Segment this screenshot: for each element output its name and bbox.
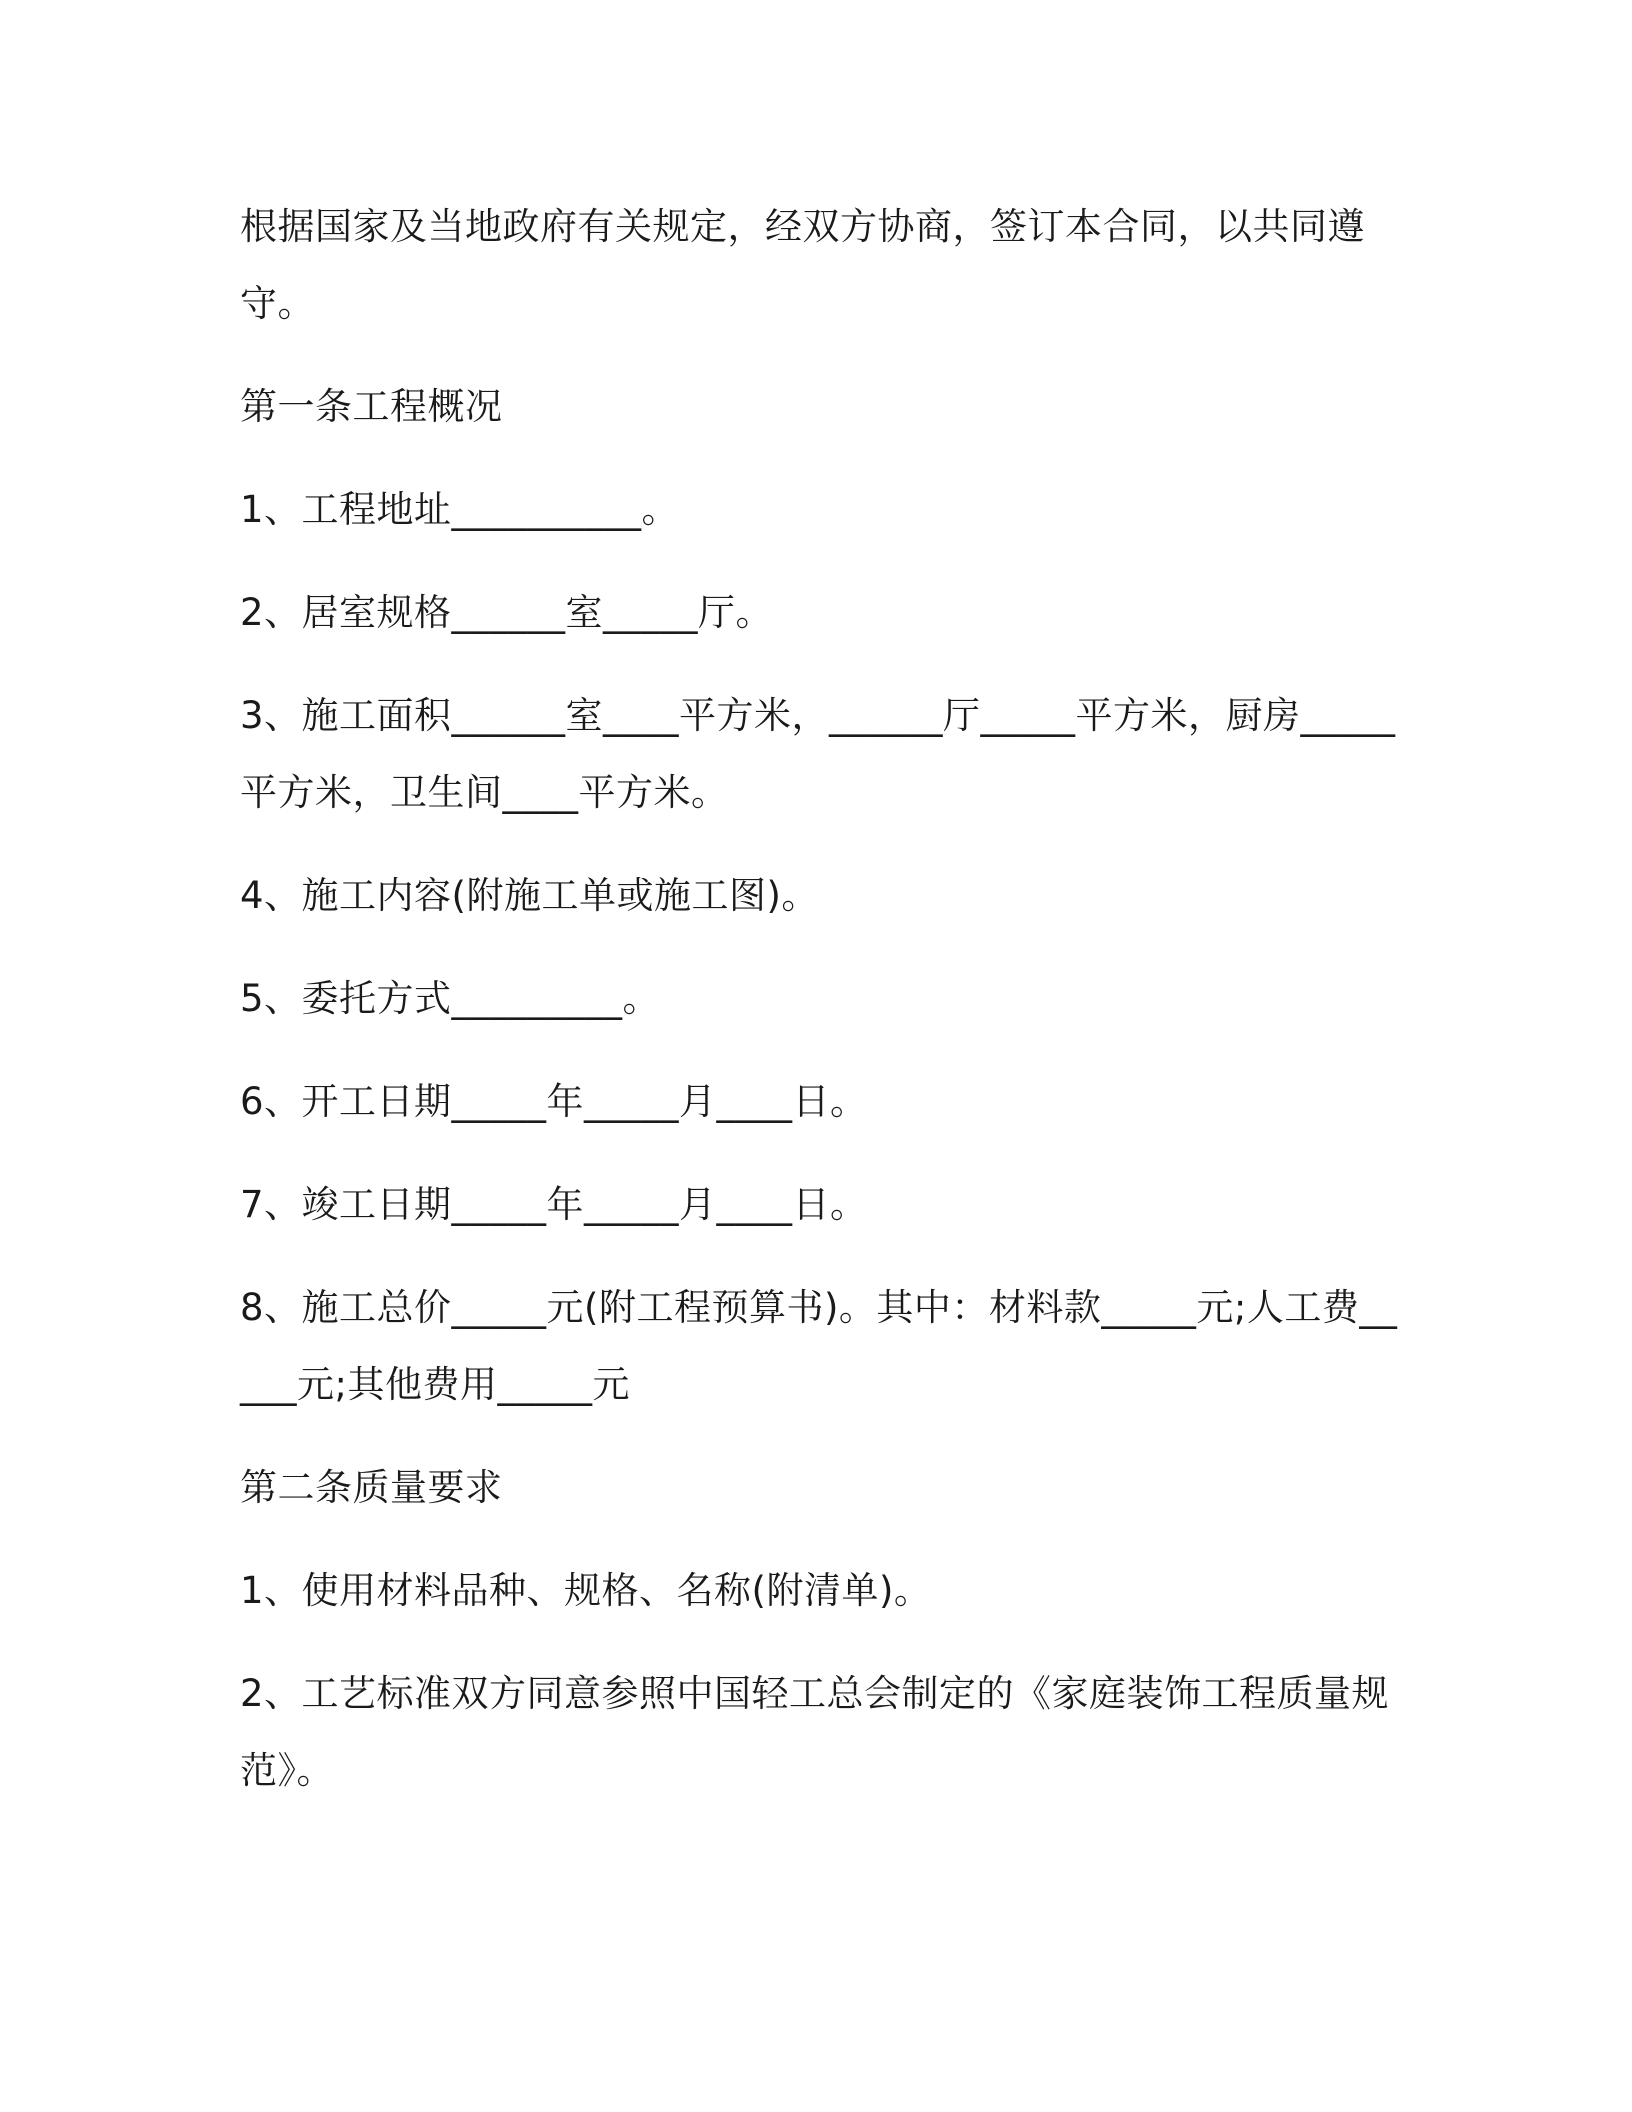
section1-item-4: 4、施工内容(附施工单或施工图)。	[240, 874, 819, 917]
section1-item-1: 1、工程地址__________。	[240, 488, 680, 531]
section1-item-6: 6、开工日期_____年_____月____日。	[240, 1080, 868, 1123]
section1-item-5: 5、委托方式_________。	[240, 977, 661, 1020]
document-page	[240, 188, 1400, 1835]
section2-item-1: 1、使用材料品种、规格、名称(附清单)。	[240, 1569, 932, 1612]
section-heading-2: 第二条质量要求	[240, 1466, 503, 1509]
section1-item-8: 8、施工总价_____元(附工程预算书)。其中：材料款_____元;人工费_____元;其他费用_____元	[240, 1286, 1398, 1406]
section1-item-2: 2、居室规格______室_____厅。	[240, 591, 774, 634]
section2-item-2: 2、工艺标准双方同意参照中国轻工总会制定的《家庭装饰工程质量规范》。	[240, 1672, 1390, 1792]
intro-paragraph: 根据国家及当地政府有关规定，经双方协商，签订本合同，以共同遵守。	[240, 205, 1365, 325]
section-heading-1: 第一条工程概况	[240, 385, 503, 428]
section1-item-7: 7、竣工日期_____年_____月____日。	[240, 1183, 868, 1226]
section1-item-3: 3、施工面积______室____平方米，______厅_____平方米，厨房_____平方米，卫生间____平方米。	[240, 694, 1396, 814]
